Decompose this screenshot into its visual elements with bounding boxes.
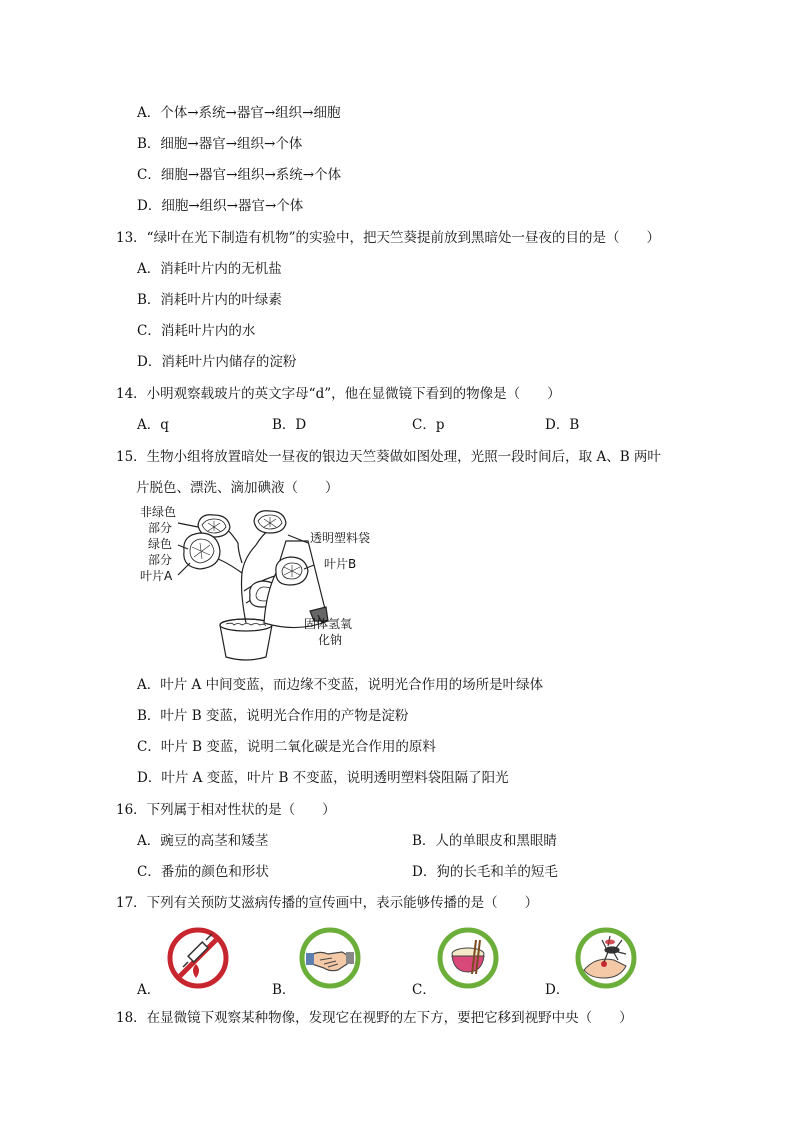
- q17-option-c-label: C．: [412, 982, 436, 998]
- q13-option-d: D．消耗叶片内储存的淀粉: [137, 354, 297, 370]
- label-green-1: 绿色: [148, 537, 173, 551]
- syringe-blood-icon: [166, 926, 230, 990]
- q17-option-d-label: D．: [545, 982, 570, 998]
- label-naoh-1: 固体氢氧: [304, 617, 353, 631]
- q15-stem-line1: 15．生物小组将放置暗处一昼夜的银边天竺葵做如图处理，光照一段时间后，取 A、B 两叶: [116, 449, 661, 465]
- q14-option-c: C．p: [412, 417, 445, 433]
- q15-option-b: B．叶片 B 变蓝，说明光合作用的产物是淀粉: [137, 708, 409, 724]
- label-bag: 透明塑料袋: [310, 531, 371, 545]
- label-green-2: 部分: [148, 553, 173, 567]
- q18-stem: 18．在显微镜下观察某种物像，发现它在视野的左下方，要把它移到视野中央（ ）: [116, 1010, 633, 1026]
- q16-option-d: D．狗的长毛和羊的短毛: [412, 864, 558, 880]
- q17-option-a-label: A．: [137, 982, 161, 998]
- label-leaf-b: 叶片B: [324, 557, 357, 571]
- q16-option-b: B．人的单眼皮和黑眼睛: [412, 833, 557, 849]
- food-bowl-icon: [436, 926, 500, 990]
- q15-option-c: C．叶片 B 变蓝，说明二氧化碳是光合作用的原料: [137, 739, 436, 755]
- q16-stem: 16．下列属于相对性状的是（ ）: [116, 802, 336, 818]
- handshake-icon: [298, 926, 362, 990]
- label-leaf-a: 叶片A: [140, 569, 173, 583]
- q17-stem: 17．下列有关预防艾滋病传播的宣传画中，表示能够传播的是（ ）: [116, 895, 539, 911]
- q13-option-c: C．消耗叶片内的水: [137, 323, 256, 339]
- q15-figure: [138, 503, 378, 665]
- q14-option-b: B．D: [272, 417, 307, 433]
- q15-stem-line2: 片脱色、漂洗、滴加碘液（ ）: [136, 480, 339, 496]
- mosquito-bite-icon: [574, 926, 638, 990]
- q15-option-a: A．叶片 A 中间变蓝，而边缘不变蓝，说明光合作用的场所是叶绿体: [137, 677, 544, 693]
- label-nongreen-1: 非绿色: [140, 505, 177, 519]
- label-nongreen-2: 部分: [148, 521, 173, 535]
- label-naoh-2: 化钠: [318, 633, 343, 647]
- q13-option-a: A．消耗叶片内的无机盐: [137, 261, 282, 277]
- q12-option-a: A．个体→系统→器官→组织→细胞: [137, 105, 341, 121]
- q13-option-b: B．消耗叶片内的叶绿素: [137, 292, 282, 308]
- q13-stem: 13．“绿叶在光下制造有机物”的实验中，把天竺葵提前放到黑暗处一昼夜的目的是（ ）: [116, 230, 660, 246]
- q16-option-c: C．番茄的颜色和形状: [137, 864, 269, 880]
- q17-option-b-label: B．: [272, 982, 296, 998]
- q14-option-a: A．q: [137, 417, 169, 433]
- q14-option-d: D．B: [545, 417, 580, 433]
- q14-stem: 14．小明观察载玻片的英文字母“d”，他在显微镜下看到的物像是（ ）: [116, 386, 561, 402]
- q12-option-b: B．细胞→器官→组织→个体: [137, 136, 303, 152]
- q16-option-a: A．豌豆的高茎和矮茎: [137, 833, 269, 849]
- q12-option-c: C．细胞→器官→组织→系统→个体: [137, 167, 342, 183]
- q12-option-d: D．细胞→组织→器官→个体: [137, 198, 304, 214]
- q15-option-d: D．叶片 A 变蓝，叶片 B 不变蓝，说明透明塑料袋阻隔了阳光: [137, 770, 509, 786]
